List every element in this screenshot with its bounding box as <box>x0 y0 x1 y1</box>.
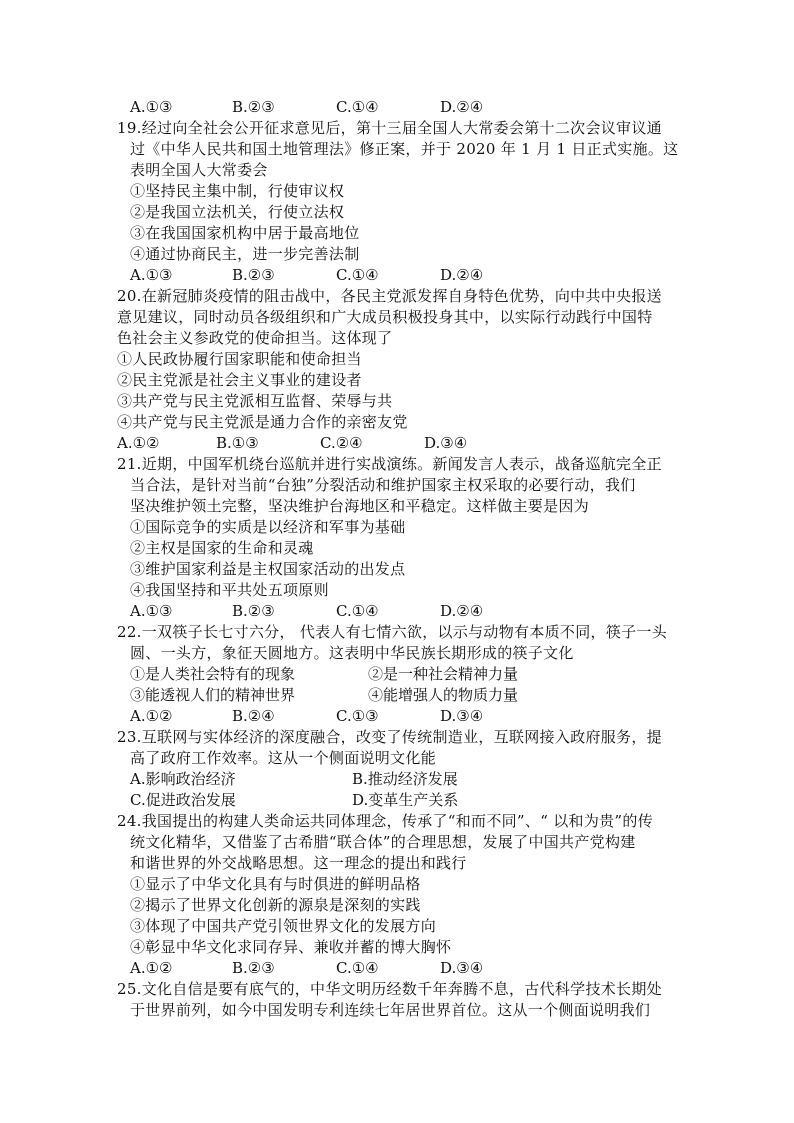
choice-a: A.①③ <box>130 602 173 620</box>
question-text: 25.文化自信是要有底气的，中华文明历经数千年奔腾不息，古代科学技术长期处 <box>117 980 662 998</box>
statement: ②是我国立法机关，行使立法权 <box>130 203 345 221</box>
statement: ③在我国国家机构中居于最高地位 <box>130 224 360 242</box>
choice-c: C.①④ <box>336 98 379 116</box>
choice-b: B.推动经济发展 <box>352 770 458 788</box>
question-text: 23.互联网与实体经济的深度融合，改变了传统制造业，互联网接入政府服务，提 <box>117 728 662 746</box>
question-text: 圆、一头方，象征天圆地方。这表明中华民族长期形成的筷子文化 <box>130 644 574 662</box>
choice-b: B.②④ <box>232 707 275 725</box>
choice-a: A.①② <box>117 434 160 452</box>
statement: ③共产党与民主党派相互监督、荣辱与共 <box>117 392 393 410</box>
choice-c: C.①④ <box>336 266 379 284</box>
choice-d: D.③④ <box>440 959 484 977</box>
statement: ①国际竞争的实质是以经济和军事为基础 <box>130 518 406 536</box>
question-text: 于世界前列，如今中国发明专利连续七年居世界首位。这从一个侧面说明我们 <box>130 1001 651 1019</box>
choice-c: C.②④ <box>320 434 363 452</box>
statement: ①坚持民主集中制，行使审议权 <box>130 182 345 200</box>
choice-a: A.①② <box>130 959 173 977</box>
statement: ④共产党与民主党派是通力合作的亲密友党 <box>117 413 408 431</box>
choice-d: D.③④ <box>440 707 484 725</box>
question-text: 过《中华人民共和国土地管理法》修正案，并于 2020 年 1 月 1 日正式实施。这 <box>130 140 679 158</box>
choice-c: C.①④ <box>336 602 379 620</box>
question-text: 统文化精华，又借鉴了古希腊“联合体”的合理思想，发展了中国共产党构建 <box>130 833 636 851</box>
choice-b: B.②③ <box>232 98 275 116</box>
statement: ②主权是国家的生命和灵魂 <box>130 539 314 557</box>
choice-b: B.①③ <box>216 434 259 452</box>
question-text: 和谐世界的外交战略思想。这一理念的提出和践行 <box>130 854 467 872</box>
question-text: 高了政府工作效率。这从一个侧面说明文化能 <box>130 749 437 767</box>
choice-d: D.②④ <box>440 602 484 620</box>
choice-b: B.②③ <box>232 602 275 620</box>
statement: ②揭示了世界文化创新的源泉是深刻的实践 <box>130 896 421 914</box>
question-text: 当合法，是针对当前“台独”分裂活动和维护国家主权采取的必要行动，我们 <box>130 476 636 494</box>
choice-d: D.②④ <box>440 266 484 284</box>
statement: ③维护国家利益是主权国家活动的出发点 <box>130 560 406 578</box>
question-text: 19.经过向全社会公开征求意见后，第十三届全国人大常委会第十二次会议审议通 <box>117 119 662 137</box>
statement: ④彰显中华文化求同存异、兼收并蓄的博大胸怀 <box>130 938 452 956</box>
choice-d: D.②④ <box>440 98 484 116</box>
statement: ①显示了中华文化具有与时俱进的鲜明品格 <box>130 875 421 893</box>
statement: ②民主党派是社会主义事业的建设者 <box>117 371 362 389</box>
choice-a: A.①③ <box>130 266 173 284</box>
choice-c: C.①④ <box>336 959 379 977</box>
statement: ③体现了中国共产党引领世界文化的发展方向 <box>130 917 437 935</box>
question-text: 表明全国人大常委会 <box>130 161 268 179</box>
choice-d: D.③④ <box>424 434 468 452</box>
question-text: 色社会主义参政党的使命担当。这体现了 <box>117 329 393 347</box>
statement: ①是人类社会特有的现象 <box>130 665 296 683</box>
choice-c: C.促进政治发展 <box>130 791 236 809</box>
question-text: 坚决维护领土完整，坚决维护台海地区和平稳定。这样做主要是因为 <box>130 497 590 515</box>
choice-a: A.①② <box>130 707 173 725</box>
question-text: 20.在新冠肺炎疫情的阻击战中，各民主党派发挥自身特色优势，向中共中央报送 <box>117 287 662 305</box>
choice-a: A.影响政治经济 <box>130 770 236 788</box>
choice-a: A.①③ <box>130 98 173 116</box>
question-text: 24.我国提出的构建人类命运共同体理念，传承了“和而不同”、“ 以和为贵”的传 <box>117 812 653 830</box>
question-text: 22.一双筷子长七寸六分， 代表人有七情六欲，以示与动物有本质不同，筷子一头 <box>117 623 668 641</box>
statement: ①人民政协履行国家职能和使命担当 <box>117 350 362 368</box>
statement: ③能透视人们的精神世界 <box>130 686 296 704</box>
choice-c: C.①③ <box>336 707 379 725</box>
statement: ②是一种社会精神力量 <box>368 665 519 683</box>
choice-b: B.②③ <box>232 959 275 977</box>
statement: ④通过协商民主，进一步完善法制 <box>130 245 360 263</box>
choice-b: B.②③ <box>232 266 275 284</box>
statement: ④我国坚持和平共处五项原则 <box>130 581 329 599</box>
question-text: 意见建议，同时动员各级组织和广大成员积极投身其中，以实际行动践行中国特 <box>117 308 653 326</box>
choice-d: D.变革生产关系 <box>352 791 459 809</box>
statement: ④能增强人的物质力量 <box>368 686 519 704</box>
question-text: 21.近期，中国军机绕台巡航并进行实战演练。新闻发言人表示，战备巡航完全正 <box>117 455 662 473</box>
